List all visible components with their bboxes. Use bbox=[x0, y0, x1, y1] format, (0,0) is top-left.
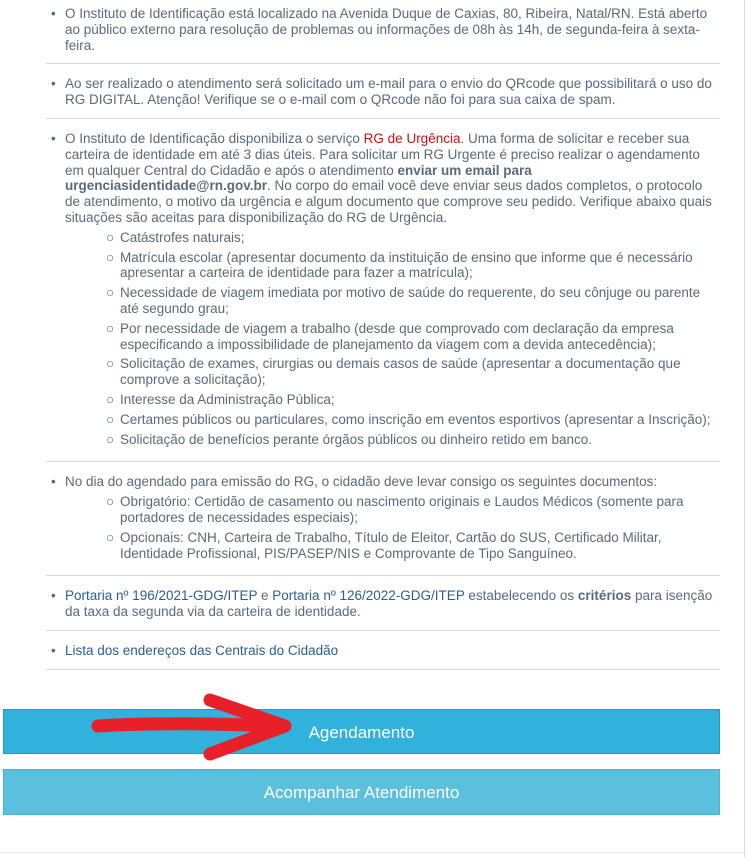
sub-bullet-icon: ○ bbox=[106, 411, 115, 427]
agendamento-button[interactable]: Agendamento bbox=[3, 709, 720, 754]
situation-item: ○ Por necessidade de viagem a trabalho (desde que comprovado com declaração da empresa especificando a impossibilidade de planejamento da viagem com a devida antecedência); bbox=[106, 320, 674, 352]
list-item-centrais bbox=[46, 641, 720, 670]
bullet-icon: • bbox=[51, 76, 56, 92]
urgencia-text-1: O Instituto de Identificação disponibiliza o serviço bbox=[65, 130, 364, 146]
bullet-icon: • bbox=[51, 6, 56, 21]
sub-bullet-icon: ○ bbox=[106, 494, 115, 510]
list-item-location bbox=[46, 4, 720, 64]
list-item-rg-urgencia bbox=[46, 129, 720, 462]
urgencia-text-3: . No corpo do email você deve enviar seus dados completos, o protocolo de atendimento, o motivo da urgência e algum documento que comprove seu pedido. Verifique abaixo quais situações são aceitas para disponibilização do RG de Urgência. bbox=[65, 178, 712, 225]
sub-bullet-icon: ○ bbox=[106, 529, 115, 545]
sub-bullet-icon: ○ bbox=[106, 229, 115, 245]
bullet-icon: • bbox=[51, 474, 56, 490]
info-list bbox=[46, 4, 720, 680]
frame-border-bottom bbox=[0, 852, 747, 853]
situation-item: ○ Certames públicos ou particulares, como inscrição em eventos esportivos (apresentar a Inscrição); bbox=[106, 411, 711, 427]
situation-item: ○ Solicitação de benefícios perante órgãos públicos ou dinheiro retido em banco. bbox=[106, 431, 593, 447]
rg-urgencia-link[interactable]: RG de Urgência bbox=[363, 130, 461, 146]
documents-list bbox=[65, 494, 720, 561]
sub-bullet-icon: ○ bbox=[106, 391, 115, 407]
frame-border-right bbox=[744, 0, 745, 857]
sub-bullet-icon: ○ bbox=[106, 320, 115, 336]
situation-item: ○ Necessidade de viagem imediata por motivo de saúde do requerente, do seu cônjuge ou parente até segundo grau; bbox=[106, 285, 701, 316]
situation-item: ○ Catástrofes naturais; bbox=[106, 229, 245, 245]
list-item-email-qrcode bbox=[46, 74, 720, 119]
portaria-126-link[interactable]: Portaria nº 126/2022-GDG/ITEP bbox=[272, 588, 465, 604]
urgencia-situations-list bbox=[65, 230, 720, 448]
criterios-bold: critérios bbox=[577, 588, 632, 604]
acompanhar-atendimento-button[interactable]: Acompanhar Atendimento bbox=[3, 769, 720, 815]
bullet-icon: • bbox=[51, 588, 56, 604]
centrais-cidadao-link[interactable]: Lista dos endereços das Centrais do Cidadão bbox=[65, 642, 339, 658]
list-item-documents bbox=[46, 472, 720, 576]
document-item: ○ Obrigatório: Certidão de casamento ou nascimento originais e Laudos Médicos (somente para portadores de necessidades especiais); bbox=[106, 494, 684, 525]
documents-text: No dia do agendado para emissão do RG, o cidadão deve levar consigo os seguintes documentos: bbox=[65, 474, 658, 490]
location-text: O Instituto de Identificação está localizado na Avenida Duque de Caxias, 80, Ribeira, Natal/RN. Está aberto ao público externo para resolução de problemas ou informações de 08h às 14h, de segunda-feira à sexta-feira. bbox=[65, 6, 708, 53]
sub-bullet-icon: ○ bbox=[106, 249, 115, 265]
sub-bullet-icon: ○ bbox=[106, 431, 115, 447]
situation-item: ○ Matrícula escolar (apresentar documento da instituição de ensino que informe que é necessário apresentar a carteira de identidade para fazer a matrícula); bbox=[106, 249, 693, 281]
urgencia-text-2: . Uma forma de solicitar e receber sua carteira de identidade em até 3 dias úteis. Para solicitar um RG Urgente é preciso realizar o agendamento em qualquer Central do Cidadão e após o atendimento bbox=[65, 130, 700, 178]
bullet-icon: • bbox=[51, 642, 56, 658]
sub-bullet-icon: ○ bbox=[106, 285, 115, 301]
list-item-portarias: • Portaria nº 196/2021-GDG/ITEP e Portaria nº 126/2022-GDG/ITEP estabelecendo os critérios para isenção da taxa da segunda via da carteira de identidade. bbox=[46, 586, 720, 631]
situation-item: ○ Interesse da Administração Pública; bbox=[106, 391, 335, 407]
sub-bullet-icon: ○ bbox=[106, 356, 115, 372]
bullet-icon: • bbox=[51, 130, 56, 146]
urgencia-email-bold: enviar um email para urgenciasidentidade@rn.gov.br bbox=[65, 162, 532, 194]
portaria-196-link[interactable]: Portaria nº 196/2021-GDG/ITEP bbox=[65, 588, 258, 604]
email-qrcode-text: Ao ser realizado o atendimento será solicitado um e-mail para o envio do QRcode que possibilitará o uso do RG DIGITAL. Atenção! Verifique se o e-mail com o QRcode não foi para sua caixa de spam. bbox=[65, 76, 712, 108]
document-item: ○ Opcionais: CNH, Carteira de Trabalho, Título de Eleitor, Cartão do SUS, Certificado Militar, Identidade Profissional, PIS/PASEP/NIS e Comprovante de Tipo Sanguíneo. bbox=[106, 529, 662, 561]
red-arrow-annotation-icon bbox=[90, 692, 300, 772]
situation-item: ○ Solicitação de exames, cirurgias ou demais casos de saúde (apresentar a documentação que comprove a solicitação); bbox=[106, 356, 681, 388]
